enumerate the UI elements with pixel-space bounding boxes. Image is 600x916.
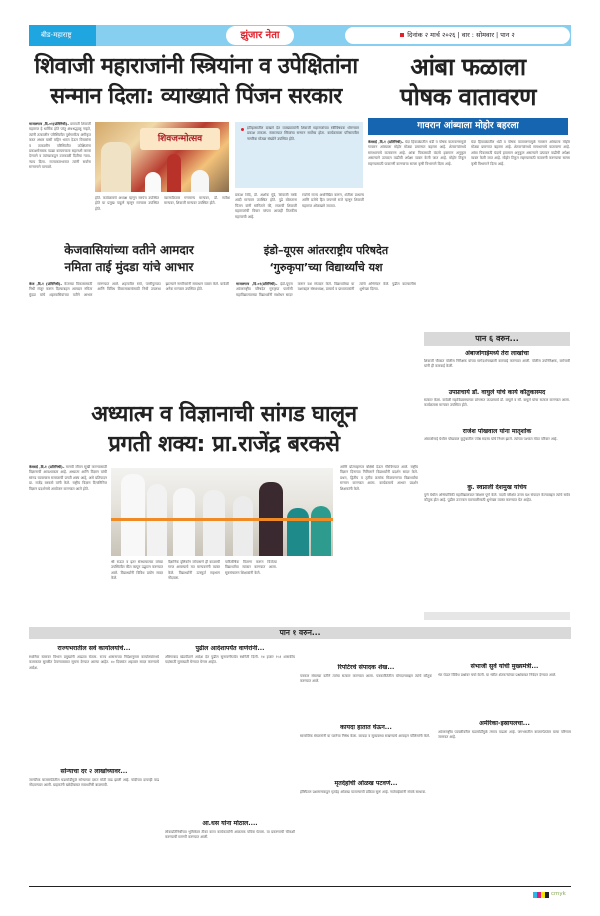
lead-headline[interactable] [28, 52, 364, 112]
science-headline-line2: प्रगती शक्य: प्रा.राजेंद्र बरकसे [108, 432, 340, 457]
guest-figure [145, 172, 161, 192]
cont-body: लोकप्रतिनिधींच्या भूमिकेवर टीका करत कार्यकर्त्यांनी आक्रमक पवित्रा घेतला. या प्रकरणाची चौकशी करण्याची मागणी करण्यात आली. [165, 830, 295, 840]
speaker-figure [101, 142, 131, 192]
kej-headline[interactable] [29, 242, 229, 276]
cont-body: हॉस्पिटल प्रशासनाकडून मृतदेह ओळख पटवण्याची प्रक्रिया सुरू आहे. नातेवाईकांनी संपर्क साधावा. [300, 790, 427, 794]
guest-figure [311, 506, 331, 556]
science-body-col4: पारितोषिक वितरण करून विजेत्या विद्यार्थ्यांचा सत्कार करण्यात आला. सूत्रसंचालन शिक्षकांनी केले. [225, 560, 277, 575]
mango-headline[interactable] [368, 52, 568, 112]
newspaper-logo[interactable]: झुंजार नेता [226, 26, 294, 45]
cont-body: स्थानिक स्तरावर विभाग प्रमुखांनी आढावा घेतला. राज्य शासनाच्या निर्देशानुसार कार्यालयांमध्ये कामकाज सुरळीत ठेवण्याबाबत सूचना देण्यात आल्या आहेत. ४० दिवसांत अहवाल सादर करण्याचे आदेश. [29, 655, 159, 670]
indo-us-dateline: माजलगाव ,दि.०१(प्रतिनिधी)– [236, 282, 278, 286]
indo-us-body [236, 282, 416, 392]
science-body-col5: आणि प्रोत्साहनपर बक्षिसे देऊन गौरविण्यात आले. राष्ट्रीय विज्ञान दिनाच्या निमित्ताने विद्यार्थ्यांनी प्रदर्शन सादर केले. प्रथम, द्वितीय व तृतीय क्रमांक मिळवणाऱ्या विद्यार्थ्यांचा सन्मान करण्यात आला. कार्यक्रमाचे आभार प्रदर्शन शिक्षकांनी केले. [340, 465, 418, 491]
cont-headline[interactable]: उपप्राचार्य डॉ. वाघुले यांचे कार्य कौतुकास्पद [448, 389, 546, 396]
lead-headline-line2: सन्मान दिला: व्याख्याते पिंजन सरकार [50, 84, 342, 109]
cont-body: सामाजिक संघटनांनी या घटनेचा निषेध केला. कायदा व सुव्यवस्था राखण्याचे आवाहन पोलिसांनी केले. [300, 734, 431, 738]
mango-subheading: गावरान आंब्याला मोहोर बहरला [368, 118, 568, 135]
indo-us-body-text: इंडो-यूएस आंतरराष्ट्रीय परिषदेत गुरुकृपा फार्मसी महाविद्यालयाच्या विद्यार्थ्यांनी संशोधन सादर करून यश संपादन केले. विद्यार्थ्यांच्या या यशाबद्दल संस्थाध्यक्ष, प्राचार्य व प्राध्यापकांनी त्यांचे अभिनंदन केले. पुढील वाटचालीस शुभेच्छा दिल्या. [236, 282, 416, 297]
ribbon [111, 518, 333, 521]
kej-dateline: केज ,दि.१ (प्रतिनिधी)– [29, 282, 63, 286]
date-text: दिनांक २ मार्च २०२६ | वार : सोमवार | पान २ [407, 31, 515, 39]
cont-headline[interactable]: अमेरिका-इस्रायलचा... [479, 720, 530, 727]
cont-headline[interactable]: राजेश पोखवाल यांना मातृशोक [462, 428, 532, 435]
cont-body: भेट घेऊन विविध प्रश्नांवर चर्चा केली. या भेटीत शेतकऱ्यांच्या प्रश्नांबाबत निवेदन देण्यात आले. [438, 673, 557, 677]
cmyk-swatch [545, 892, 549, 898]
guest-figure [233, 496, 253, 556]
page1-continued-bar: पान १ वरुन... [29, 627, 571, 639]
guest-figure [203, 490, 225, 556]
mango-headline-line2: पोषक वातावरण [400, 83, 536, 111]
mango-headline-line1: आंबा फळाला [410, 53, 526, 81]
lead-body-col2: प्रकाश शिंदे, डॉ. अशोक मुंडे, शिवाजी मस्के आदी मान्यवर उपस्थित होते. पुढे बोलताना पिंजन यांनी सांगितले की, राजाची शिवाजी महाराजांची विचार परंपरा आजही तितकीच महत्त्वाची आहे. [235, 193, 297, 219]
guest-figure [287, 508, 309, 556]
kej-headline-line2: नमिता ताई मुंदडा यांचे आभार [64, 260, 194, 274]
shivjayanti-photo [95, 122, 229, 192]
lead-headline-line1: शिवाजी महाराजांनी स्त्रियांना व उपेक्षितांना [34, 54, 358, 79]
science-dateline: केवराई ,दि.१ (प्रतिनिधी)– [29, 465, 65, 469]
cont-body: अंबाजोगाई येथील पोखवाल कुटुंबातील ज्येष्ठ सदस्य यांचे निधन झाले. त्यांच्या पश्चात मोठा परिवार आहे. [424, 437, 558, 441]
cont-body: आंतरराष्ट्रीय पातळीवरील घडामोडींमुळे तणाव वाढला आहे. जगभरातील बाजारपेठांवर याचा परिणाम जाणवत आहे. [438, 730, 571, 740]
guest-figure [191, 170, 209, 192]
cont-body: औरंगाबाद खंडपीठाने आदेश देत पुढील सुनावणीपर्यंत स्थगिती दिली. १४ हजार १५१ शासकीय पदांसाठी मुलाखती घेण्यात येणार आहेत. [165, 655, 295, 665]
cont-body: सत्कार केला. यावेळी महाविद्यालयाच्या प्रांगणात उपप्राचार्य डॉ. वाघुले व सौ. वाघुले यांचा सत्कार करण्यात आला. कार्यक्रमास मान्यवर उपस्थित होते. [424, 398, 570, 408]
cmyk-swatches [533, 892, 549, 898]
science-body-col2: श्री राऊत व इतर संस्थाचालक यांच्या उपस्थितीत फीत कापून उद्घाटन करण्यात आले. विद्यार्थ्यांनी विविध प्रयोग सादर केले. [111, 560, 163, 581]
cont-body: शिवाजी चौकात पोलीस निरीक्षक यांच्या मार्गदर्शनाखाली कारवाई करण्यात आली. पोलीस उपनिरीक्षक, कर्मचारी यांनी ही कारवाई केली. [424, 359, 570, 369]
science-body-col3: वैज्ञानिक दृष्टिकोन जोपासणे ही काळाची गरज असल्याचे मत मान्यवरांनी व्यक्त केले. विद्यार्थ्यांनी उत्स्फूर्त सहभाग नोंदवला. [168, 560, 220, 581]
cont-body: जागतिक बाजारपेठेतील घडामोडींमुळे सोन्याच्या दरात मोठी वाढ झाली आहे. चांदीच्या दरातही वाढ नोंदवण्यात आली. ग्राहकांनी खरेदीबाबत सावधगिरी बाळगावी. [29, 778, 159, 788]
science-body-col1 [29, 465, 107, 615]
edition-location: बीड-महाराष्ट्र [29, 25, 96, 46]
mango-body-text: यंदा हिवाळ्यातील थंडी व पोषक वातावरणामुळे गावरान आंब्याला मोहोर मोठ्या प्रमाणात बहरला आहे. शेतकऱ्यांमध्ये समाधानाचे वातावरण आहे. आंबा पिकासाठी यंदाचे हवामान अनुकूल असल्याने उत्पादन वाढीची अपेक्षा व्यक्त केली जात आहे. मोहोर टिकून राहण्यासाठी फवारणी करण्याचा सल्ला कृषी विभागाने दिला आहे. [368, 140, 466, 166]
photo-caption-a: होते. कार्यक्रमाचे अध्यक्ष म्हणून सरपंच उपस्थित होते या प्रमुख पाहुणे म्हणून मान्यवर उपस्थित होते. [95, 196, 159, 211]
indo-us-headline-line1: इंडो–यूएस आंतरराष्ट्रीय परिषदेत [263, 244, 389, 257]
section-divider [424, 612, 570, 620]
cont-headline[interactable]: रिपोर्टरचे संपादक शेख... [337, 664, 395, 671]
cont-headline[interactable]: सोन्याचा दर २ लाखांच्यावर... [60, 768, 128, 775]
flag-figure [167, 154, 181, 192]
cont-headline[interactable]: पुढील आदेशापर्यंत वाणेरांनी... [195, 645, 265, 652]
lead-infobox [235, 122, 363, 188]
photo-banner: शिवजन्मोत्सव [140, 128, 220, 150]
footer-rule [29, 886, 571, 887]
cont-headline[interactable]: कु. स्वप्नाली देशमुख यांचेय [467, 484, 527, 491]
cont-body: पुणे येथील अभियांत्रिकी महाविद्यालयात शिक्षण पूर्ण केले. पदवी परीक्षेत उत्तम यश संपादन केल्याबद्दल त्यांचे सर्वत्र कौतुक होत आहे. पुढील उज्ज्वल वाटचालीसाठी शुभेच्छा व्यक्त करण्यात येत आहेत. [424, 493, 570, 503]
kej-headline-line1: केजवासियांच्या वतीने आमदार [64, 243, 194, 257]
infobox-text: इतिहासातील दाखले देत व्याख्यात्यांनी शिवाजी महाराजांच्या स्त्रीविषयक धोरणावर प्रकाश टाकला. स्वराज्यात स्त्रियांचा सन्मान सर्वोच्च होता. कार्यक्रमाला परिसरातील नागरिक मोठ्या संख्येने उपस्थित होते. [247, 126, 359, 141]
cont-headline[interactable]: राज्यभरातील सर्व कार्यालयांचे... [57, 645, 131, 652]
kej-body-text: केजच्या विकासासाठी निधी मंजूर करून दिल्याबद्दल आमदार नमिता मुंदडा यांचे शहरवासियांच्या वतीने आभार मानण्यात आले. शहरातील रस्ते, पाणीपुरवठा आणि विविध विकासकामांसाठी निधी उपलब्ध झाल्याने नागरिकांनी समाधान व्यक्त केले. यावेळी अनेक मान्यवर उपस्थित होते. [29, 282, 229, 297]
science-headline[interactable] [29, 400, 419, 460]
bullet-icon [241, 128, 244, 131]
cont-headline[interactable]: मृतदेहांची ओळख पटवणं... [334, 780, 398, 787]
kej-body [29, 282, 229, 392]
guest-figure [121, 474, 145, 556]
science-headline-line1: अध्यात्म व विज्ञानाची सांगड घालून [91, 402, 357, 427]
cont-headline[interactable]: कायदा हातात घेऊन... [340, 724, 392, 731]
cmyk-label: cmyk [551, 891, 566, 897]
bullet-icon [400, 33, 404, 37]
cont-headline[interactable]: आ.धस यांना मोठाल.... [202, 820, 258, 827]
photo-caption-b: व्यासपीठावर गणमान्य मान्यवर, डॉ. सतीश मान्यवर, शिवाजी मान्यवर उपस्थित होते. [164, 196, 230, 206]
lead-body-col1 [29, 122, 91, 236]
lead-dateline: माजलगाव ,दि.०१(प्रतिनिधी)– [29, 122, 69, 126]
indo-us-headline[interactable] [236, 242, 416, 276]
date-line [345, 27, 570, 44]
lead-body-col3: रयतेचे राज्य अधोरेखित करून, शेतीला प्राधान्य आणि प्रजेचे हित जपणारे राजे म्हणून शिवाजी महाराज ओळखले जातात. [302, 193, 364, 208]
ribbon-cutting-photo [111, 468, 333, 556]
cont-headline[interactable]: अंबाजोगाईमध्ये तेरा लाखांचा [465, 350, 529, 357]
guest-figure [173, 488, 195, 556]
cont-headline[interactable]: संभाजी सुर्वे यांची मुख्यमंत्री... [470, 663, 539, 670]
lead-body-text: छत्रपती शिवाजी महाराज हे धार्मिक होते परंतु अंधश्रद्धाळू नव्हते, त्यांनी तत्कालीन परिस्थितीत पुरोगामीत्व अंगीकृत करत अंधार यासी महिन भारत देऊन विचारांना व तत्कालीन परिस्थितीत उपेक्षितांना प्रकाशमेसबक पडद्या कायमचाता सहानशी कमरा देण्याने व त्यांच्याकडून उत्तकाळी दितीचा न्याय-न्याय दिला. राज्यकारभारात त्यांनी सर्वांना सन्मानाने वागवले. [29, 122, 91, 170]
indo-us-headline-line2: ‘गुरुकृपा’च्या विद्यार्थ्यांचे यश [269, 261, 383, 274]
mango-body-continued: यंदा हिवाळ्यातील थंडी व पोषक वातावरणामुळे गावरान आंब्याला मोहोर मोठ्या प्रमाणात बहरला आहे. शेतकऱ्यांमध्ये समाधानाचे वातावरण आहे. आंबा पिकासाठी यंदाचे हवामान अनुकूल असल्याने उत्पादन वाढीची अपेक्षा व्यक्त केली जात आहे. मोहोर टिकून राहण्यासाठी फवारणी करण्याचा सल्ला कृषी विभागाने दिला आहे. [471, 140, 570, 166]
cont-body: पत्रकार संघाच्या वतीने त्यांचा सत्कार करण्यात आला. पत्रकारितेतील योगदानाबद्दल त्यांचे कौतुक करण्यात आले. [300, 674, 432, 684]
page6-continued-bar: पान ६ वरुन... [424, 332, 570, 346]
science-body-text: मानवी जीवन सुखी करण्यासाठी विज्ञानाची आवश्यकता आहे. अध्यात्म आणि विज्ञान यांची सांगड घातल्यास समाजाची प्रगती शक्य आहे, असे प्रतिपादन प्रा. राजेंद्र बरकसे यांनी केले. राष्ट्रीय विज्ञान दिनानिमित्त विज्ञान प्रदर्शनाचे आयोजन करण्यात आले होते. [29, 465, 107, 491]
mango-dateline: केवराई ,दि.१ (प्रतिनिधी)– [368, 140, 404, 144]
